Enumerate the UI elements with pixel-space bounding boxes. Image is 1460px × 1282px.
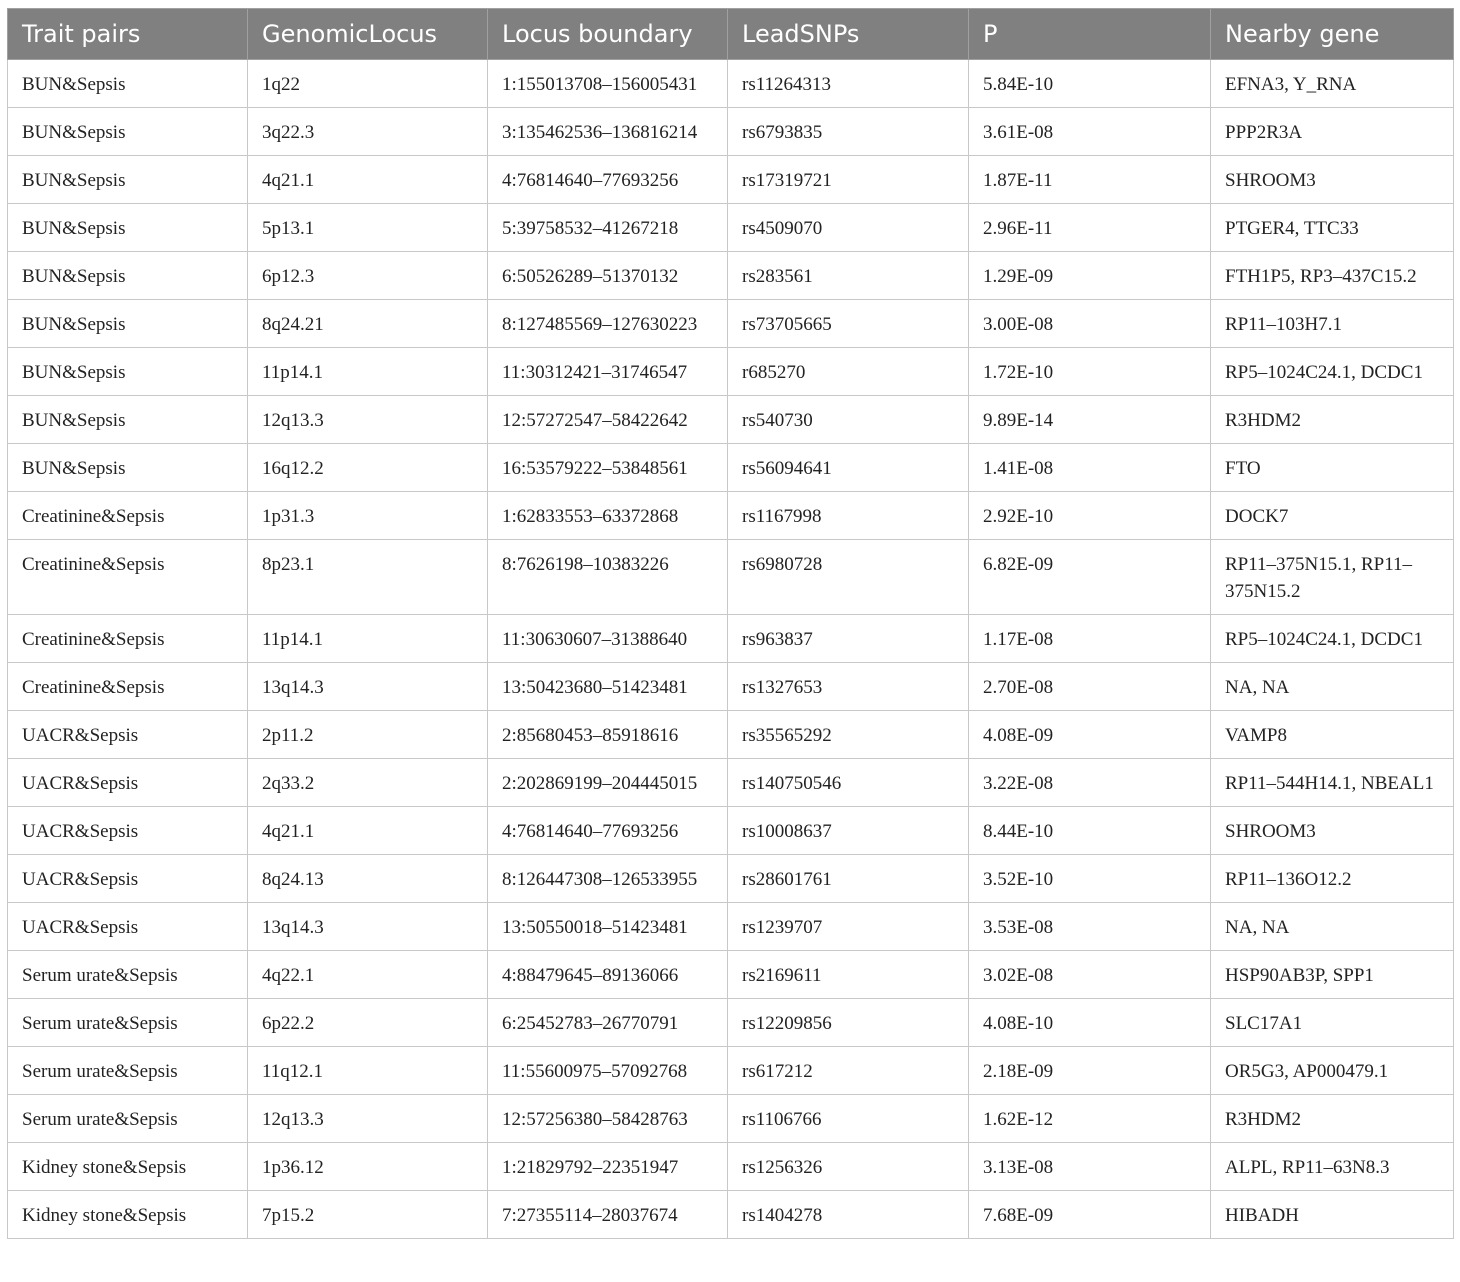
lead-snp-cell: rs10008637 <box>728 807 969 855</box>
lead-snp-cell: rs6980728 <box>728 540 969 615</box>
trait-pair-cell: Creatinine&Sepsis <box>8 663 248 711</box>
locus-boundary-cell: 3:135462536–136816214 <box>488 108 728 156</box>
table-header <box>8 9 1454 60</box>
locus-boundary-cell: 8:127485569–127630223 <box>488 300 728 348</box>
lead-snp-cell: rs56094641 <box>728 444 969 492</box>
genomic-locus-cell: 12q13.3 <box>248 1095 488 1143</box>
trait-pair-cell: Serum urate&Sepsis <box>8 1047 248 1095</box>
header-p: P <box>969 9 1211 60</box>
p-value-cell: 1.29E-09 <box>969 252 1211 300</box>
genomic-locus-cell: 13q14.3 <box>248 903 488 951</box>
nearby-gene-cell: R3HDM2 <box>1211 396 1454 444</box>
header-locus-boundary: Locus boundary <box>488 9 728 60</box>
nearby-gene-cell: RP11–136O12.2 <box>1211 855 1454 903</box>
genomic-locus-cell: 4q22.1 <box>248 951 488 999</box>
trait-pair-cell: Creatinine&Sepsis <box>8 492 248 540</box>
p-value-cell: 9.89E-14 <box>969 396 1211 444</box>
table-row <box>8 903 1454 951</box>
trait-pair-cell: UACR&Sepsis <box>8 807 248 855</box>
p-value-cell: 4.08E-09 <box>969 711 1211 759</box>
trait-pair-cell: Creatinine&Sepsis <box>8 540 248 615</box>
genomic-locus-cell: 11p14.1 <box>248 348 488 396</box>
locus-boundary-cell: 1:155013708–156005431 <box>488 60 728 108</box>
locus-boundary-cell: 5:39758532–41267218 <box>488 204 728 252</box>
locus-boundary-cell: 8:7626198–10383226 <box>488 540 728 615</box>
genomic-locus-cell: 11p14.1 <box>248 615 488 663</box>
p-value-cell: 8.44E-10 <box>969 807 1211 855</box>
table-row <box>8 1095 1454 1143</box>
nearby-gene-cell: VAMP8 <box>1211 711 1454 759</box>
genomic-locus-cell: 1q22 <box>248 60 488 108</box>
lead-snp-cell: rs1404278 <box>728 1191 969 1239</box>
lead-snp-cell: rs140750546 <box>728 759 969 807</box>
locus-boundary-cell: 6:25452783–26770791 <box>488 999 728 1047</box>
header-trait-pairs: Trait pairs <box>8 9 248 60</box>
lead-snp-cell: rs4509070 <box>728 204 969 252</box>
genomic-locus-cell: 1p36.12 <box>248 1143 488 1191</box>
genomic-locus-cell: 8p23.1 <box>248 540 488 615</box>
locus-boundary-cell: 1:21829792–22351947 <box>488 1143 728 1191</box>
nearby-gene-cell: NA, NA <box>1211 903 1454 951</box>
table-row <box>8 444 1454 492</box>
trait-pair-cell: UACR&Sepsis <box>8 711 248 759</box>
p-value-cell: 3.52E-10 <box>969 855 1211 903</box>
lead-snp-cell: rs1106766 <box>728 1095 969 1143</box>
trait-pair-cell: UACR&Sepsis <box>8 903 248 951</box>
nearby-gene-cell: RP11–544H14.1, NBEAL1 <box>1211 759 1454 807</box>
genomic-locus-cell: 13q14.3 <box>248 663 488 711</box>
p-value-cell: 2.70E-08 <box>969 663 1211 711</box>
trait-pair-cell: BUN&Sepsis <box>8 348 248 396</box>
nearby-gene-cell: SHROOM3 <box>1211 156 1454 204</box>
p-value-cell: 1.41E-08 <box>969 444 1211 492</box>
table-row <box>8 156 1454 204</box>
lead-snp-cell: rs28601761 <box>728 855 969 903</box>
lead-snp-cell: rs1167998 <box>728 492 969 540</box>
trait-pair-cell: BUN&Sepsis <box>8 396 248 444</box>
p-value-cell: 6.82E-09 <box>969 540 1211 615</box>
p-value-cell: 3.13E-08 <box>969 1143 1211 1191</box>
table-row <box>8 1143 1454 1191</box>
trait-pair-cell: BUN&Sepsis <box>8 108 248 156</box>
table-row <box>8 540 1454 615</box>
genomic-locus-cell: 4q21.1 <box>248 156 488 204</box>
nearby-gene-cell: RP11–375N15.1, RP11–375N15.2 <box>1211 540 1454 615</box>
header-nearby-gene: Nearby gene <box>1211 9 1454 60</box>
p-value-cell: 2.92E-10 <box>969 492 1211 540</box>
header-row <box>8 9 1454 60</box>
p-value-cell: 3.00E-08 <box>969 300 1211 348</box>
table-row <box>8 663 1454 711</box>
locus-boundary-cell: 4:76814640–77693256 <box>488 807 728 855</box>
nearby-gene-cell: RP5–1024C24.1, DCDC1 <box>1211 348 1454 396</box>
header-lead-snps: LeadSNPs <box>728 9 969 60</box>
lead-snp-cell: rs1239707 <box>728 903 969 951</box>
table-row <box>8 711 1454 759</box>
nearby-gene-cell: HIBADH <box>1211 1191 1454 1239</box>
header-genomic-locus: GenomicLocus <box>248 9 488 60</box>
table-row <box>8 204 1454 252</box>
locus-boundary-cell: 2:202869199–204445015 <box>488 759 728 807</box>
lead-snp-cell: r685270 <box>728 348 969 396</box>
locus-boundary-cell: 8:126447308–126533955 <box>488 855 728 903</box>
nearby-gene-cell: RP11–103H7.1 <box>1211 300 1454 348</box>
p-value-cell: 3.22E-08 <box>969 759 1211 807</box>
table-row <box>8 951 1454 999</box>
p-value-cell: 1.62E-12 <box>969 1095 1211 1143</box>
genomic-locus-cell: 11q12.1 <box>248 1047 488 1095</box>
genomic-locus-cell: 6p12.3 <box>248 252 488 300</box>
p-value-cell: 1.72E-10 <box>969 348 1211 396</box>
p-value-cell: 1.17E-08 <box>969 615 1211 663</box>
trait-pair-cell: BUN&Sepsis <box>8 252 248 300</box>
locus-boundary-cell: 11:30312421–31746547 <box>488 348 728 396</box>
locus-boundary-cell: 4:76814640–77693256 <box>488 156 728 204</box>
trait-pair-cell: BUN&Sepsis <box>8 60 248 108</box>
nearby-gene-cell: EFNA3, Y_RNA <box>1211 60 1454 108</box>
table-row <box>8 1047 1454 1095</box>
locus-boundary-cell: 1:62833553–63372868 <box>488 492 728 540</box>
trait-pair-cell: Serum urate&Sepsis <box>8 1095 248 1143</box>
table-row <box>8 999 1454 1047</box>
nearby-gene-cell: PPP2R3A <box>1211 108 1454 156</box>
genomic-locus-cell: 16q12.2 <box>248 444 488 492</box>
p-value-cell: 2.96E-11 <box>969 204 1211 252</box>
lead-snp-cell: rs283561 <box>728 252 969 300</box>
trait-pair-cell: Creatinine&Sepsis <box>8 615 248 663</box>
nearby-gene-cell: OR5G3, AP000479.1 <box>1211 1047 1454 1095</box>
lead-snp-cell: rs73705665 <box>728 300 969 348</box>
lead-snp-cell: rs1327653 <box>728 663 969 711</box>
genomic-locus-cell: 6p22.2 <box>248 999 488 1047</box>
trait-pair-cell: UACR&Sepsis <box>8 759 248 807</box>
table-row <box>8 855 1454 903</box>
nearby-gene-cell: DOCK7 <box>1211 492 1454 540</box>
locus-boundary-cell: 2:85680453–85918616 <box>488 711 728 759</box>
trait-pair-cell: BUN&Sepsis <box>8 204 248 252</box>
lead-snp-cell: rs11264313 <box>728 60 969 108</box>
nearby-gene-cell: R3HDM2 <box>1211 1095 1454 1143</box>
trait-pair-cell: Serum urate&Sepsis <box>8 951 248 999</box>
p-value-cell: 5.84E-10 <box>969 60 1211 108</box>
lead-snp-cell: rs963837 <box>728 615 969 663</box>
lead-snp-cell: rs35565292 <box>728 711 969 759</box>
table-row <box>8 300 1454 348</box>
lead-snp-cell: rs6793835 <box>728 108 969 156</box>
nearby-gene-cell: SLC17A1 <box>1211 999 1454 1047</box>
locus-boundary-cell: 12:57256380–58428763 <box>488 1095 728 1143</box>
trait-pair-cell: Kidney stone&Sepsis <box>8 1143 248 1191</box>
table-row <box>8 60 1454 108</box>
p-value-cell: 4.08E-10 <box>969 999 1211 1047</box>
p-value-cell: 3.53E-08 <box>969 903 1211 951</box>
trait-pair-cell: BUN&Sepsis <box>8 300 248 348</box>
table-row <box>8 1191 1454 1239</box>
genomic-locus-cell: 8q24.21 <box>248 300 488 348</box>
p-value-cell: 3.61E-08 <box>969 108 1211 156</box>
table-row <box>8 492 1454 540</box>
loci-table <box>7 8 1454 1239</box>
lead-snp-cell: rs2169611 <box>728 951 969 999</box>
locus-boundary-cell: 7:27355114–28037674 <box>488 1191 728 1239</box>
genomic-locus-cell: 8q24.13 <box>248 855 488 903</box>
genomic-locus-cell: 1p31.3 <box>248 492 488 540</box>
table-row <box>8 108 1454 156</box>
table-row <box>8 807 1454 855</box>
table-row <box>8 252 1454 300</box>
trait-pair-cell: UACR&Sepsis <box>8 855 248 903</box>
trait-pair-cell: BUN&Sepsis <box>8 444 248 492</box>
locus-boundary-cell: 4:88479645–89136066 <box>488 951 728 999</box>
locus-boundary-cell: 13:50550018–51423481 <box>488 903 728 951</box>
table-row <box>8 396 1454 444</box>
p-value-cell: 3.02E-08 <box>969 951 1211 999</box>
genomic-locus-cell: 5p13.1 <box>248 204 488 252</box>
locus-boundary-cell: 6:50526289–51370132 <box>488 252 728 300</box>
lead-snp-cell: rs17319721 <box>728 156 969 204</box>
nearby-gene-cell: SHROOM3 <box>1211 807 1454 855</box>
lead-snp-cell: rs540730 <box>728 396 969 444</box>
p-value-cell: 7.68E-09 <box>969 1191 1211 1239</box>
genomic-locus-cell: 7p15.2 <box>248 1191 488 1239</box>
table-row <box>8 759 1454 807</box>
genomic-locus-cell: 3q22.3 <box>248 108 488 156</box>
locus-boundary-cell: 11:55600975–57092768 <box>488 1047 728 1095</box>
table-row <box>8 348 1454 396</box>
table-body <box>8 60 1454 1239</box>
lead-snp-cell: rs1256326 <box>728 1143 969 1191</box>
genomic-locus-cell: 4q21.1 <box>248 807 488 855</box>
genomic-locus-cell: 2p11.2 <box>248 711 488 759</box>
locus-boundary-cell: 13:50423680–51423481 <box>488 663 728 711</box>
nearby-gene-cell: RP5–1024C24.1, DCDC1 <box>1211 615 1454 663</box>
nearby-gene-cell: HSP90AB3P, SPP1 <box>1211 951 1454 999</box>
trait-pair-cell: BUN&Sepsis <box>8 156 248 204</box>
table-row <box>8 615 1454 663</box>
nearby-gene-cell: NA, NA <box>1211 663 1454 711</box>
genomic-locus-cell: 2q33.2 <box>248 759 488 807</box>
locus-boundary-cell: 16:53579222–53848561 <box>488 444 728 492</box>
nearby-gene-cell: ALPL, RP11–63N8.3 <box>1211 1143 1454 1191</box>
nearby-gene-cell: PTGER4, TTC33 <box>1211 204 1454 252</box>
nearby-gene-cell: FTH1P5, RP3–437C15.2 <box>1211 252 1454 300</box>
genomic-locus-cell: 12q13.3 <box>248 396 488 444</box>
locus-boundary-cell: 12:57272547–58422642 <box>488 396 728 444</box>
locus-boundary-cell: 11:30630607–31388640 <box>488 615 728 663</box>
p-value-cell: 2.18E-09 <box>969 1047 1211 1095</box>
trait-pair-cell: Kidney stone&Sepsis <box>8 1191 248 1239</box>
lead-snp-cell: rs617212 <box>728 1047 969 1095</box>
p-value-cell: 1.87E-11 <box>969 156 1211 204</box>
lead-snp-cell: rs12209856 <box>728 999 969 1047</box>
nearby-gene-cell: FTO <box>1211 444 1454 492</box>
trait-pair-cell: Serum urate&Sepsis <box>8 999 248 1047</box>
